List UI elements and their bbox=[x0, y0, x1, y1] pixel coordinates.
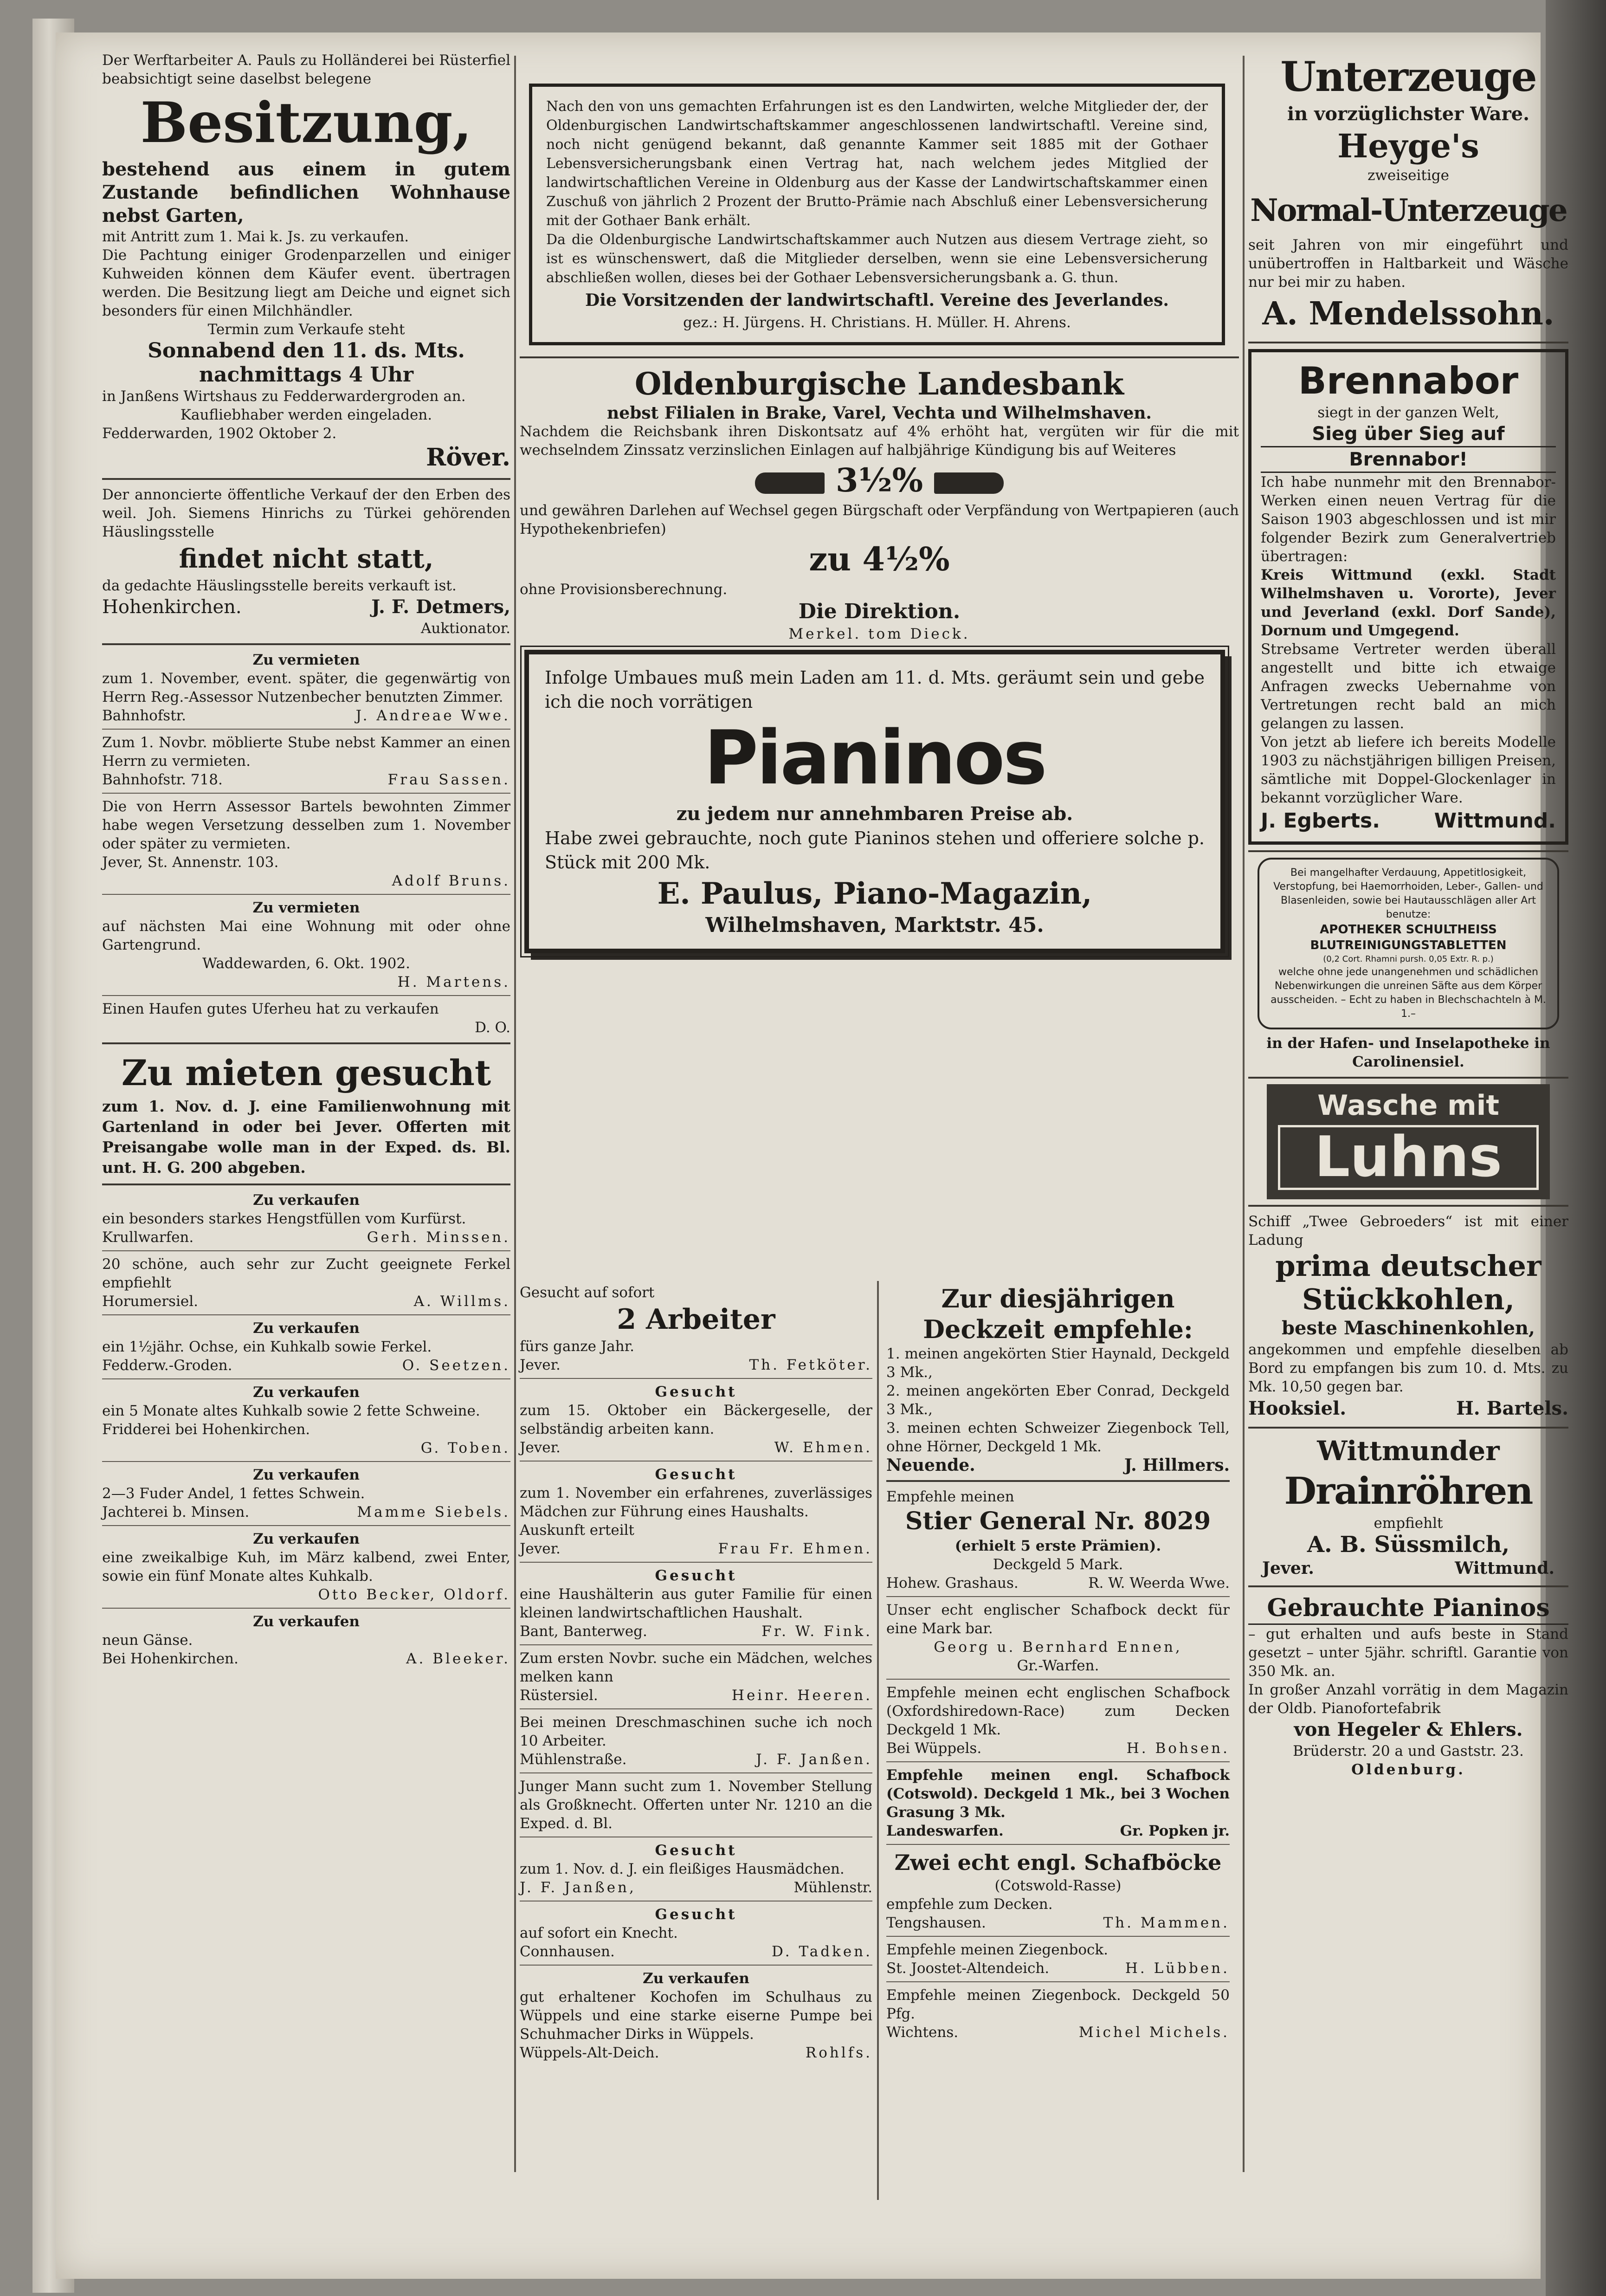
ad-text: eine zweikalbige Kuh, im März kalbend, zwei Enter, sowie ein fünf Monate altes Kuhkalb. bbox=[102, 1549, 510, 1585]
ad-place: Gr.-Warfen. bbox=[1017, 1657, 1099, 1674]
divider bbox=[102, 1608, 510, 1609]
ad-signature: H. Martens. bbox=[397, 974, 510, 990]
ad-text: Die von Herrn Assessor Bartels bewohnten Zimmer habe wegen Versetzung desselben zum 1. November oder später zu vermieten. bbox=[102, 798, 510, 852]
ad-text: Junger Mann sucht zum 1. November Stellung als Großknecht. Offerten unter Nr. 1210 an die Exped. d. Bl. bbox=[520, 1778, 872, 1832]
divider bbox=[102, 793, 510, 794]
ad-brennabor bbox=[1248, 349, 1568, 845]
ad-place: Jever. bbox=[520, 1439, 561, 1456]
ad-text: Bei meinen Dreschmaschinen suche ich noch 10 Arbeiter. bbox=[520, 1714, 872, 1749]
ad-signature: Frau Fr. Ehmen. bbox=[718, 1540, 872, 1557]
ad-text: gut erhaltener Kochofen im Schulhaus zu Wüppels und eine starke eiserne Pumpe bei Schuhmacher Dirks in Wüppels. bbox=[520, 1989, 872, 2043]
ad-title: Zu vermieten bbox=[252, 899, 360, 916]
ad-headline: Besitzung, bbox=[140, 90, 472, 155]
ad-place: Mühlenstr. bbox=[793, 1879, 872, 1896]
ad-place: Hohew. Grashaus. bbox=[886, 1575, 1019, 1591]
ad-brand: Luhns bbox=[1278, 1125, 1539, 1190]
ad-text: Strebsame Vertreter werden überall angestellt und bitte ich etwaige Anfragen zwecks Uebernahme von Vertretungen recht bald an mich gelangen zu lassen. bbox=[1261, 641, 1556, 732]
divider bbox=[520, 1644, 872, 1645]
divider bbox=[1248, 342, 1568, 343]
ad-vermieten-2 bbox=[102, 899, 510, 991]
ad-title: Zu verkaufen bbox=[643, 1970, 749, 1987]
ad-signature: R. W. Weerda Wwe. bbox=[1088, 1575, 1230, 1591]
ad-text: Die Pachtung einiger Grodenparzellen und einiger Kuhweiden können dem Käufer event. übertragen werden. Die Besitzung liegt am Deiche und eignet sich besonders für einen Milchhändler. bbox=[102, 247, 510, 319]
middle-right-column bbox=[886, 1283, 1230, 2042]
divider bbox=[102, 1314, 510, 1315]
ad-headline: Zwei echt engl. Schafböcke bbox=[894, 1850, 1222, 1875]
divider bbox=[520, 356, 1239, 358]
interest-rate: 3½% bbox=[835, 461, 923, 499]
ad-headline: Unterzeuge bbox=[1280, 52, 1536, 101]
ad-signature: Heinr. Heeren. bbox=[731, 1687, 872, 1704]
ad-signature: Rohlfs. bbox=[805, 2044, 872, 2061]
divider bbox=[102, 995, 510, 996]
ad-title: Zu verkaufen bbox=[253, 1320, 360, 1337]
ad-firm: von Hegeler & Ehlers. bbox=[1294, 1719, 1523, 1740]
ad-text: empfiehlt bbox=[1374, 1515, 1443, 1532]
ad-signature: Frau Sassen. bbox=[387, 771, 510, 788]
ad-text: Empfehle meinen bbox=[886, 1488, 1014, 1505]
ad-brand: APOTHEKER SCHULTHEISS bbox=[1320, 923, 1497, 937]
ad-text: Auskunft erteilt bbox=[520, 1522, 635, 1539]
ad-place: Connhausen. bbox=[520, 1943, 615, 1960]
ad-kuh bbox=[102, 1530, 510, 1604]
ad-ochse bbox=[102, 1319, 510, 1375]
ad-place: Bant, Banterweg. bbox=[520, 1623, 647, 1640]
divider bbox=[886, 1844, 1230, 1845]
ad-text: Empfehle meinen engl. Schafbock (Cotswold). Deckgeld 1 Mk., bei 3 Wochen Grasung 3 Mk. bbox=[886, 1767, 1230, 1821]
ad-place: Fedderw.-Groden. bbox=[102, 1357, 232, 1374]
ad-signature: Fr. W. Fink. bbox=[761, 1623, 872, 1640]
ad-text: empfehle zum Decken. bbox=[886, 1896, 1053, 1913]
ad-signature: Th. Fetköter. bbox=[749, 1357, 872, 1373]
ad-text: zum 1. Nov. d. J. eine Familienwohnung mit Gartenland in oder bei Jever. Offerten mit Preisangabe wolle man in der Exped. ds. Bl. unt. H. G. 200 abgeben. bbox=[102, 1097, 510, 1177]
ad-signature: O. Seetzen. bbox=[402, 1357, 510, 1374]
ad-place: Jachterei b. Minsen. bbox=[102, 1504, 250, 1520]
ad-headline: Normal-Unterzeuge bbox=[1250, 192, 1567, 228]
ad-text: 3. meinen echten Schweizer Ziegenbock Tell, ohne Hörner, Deckgeld 1 Mk. bbox=[886, 1420, 1230, 1455]
ad-text: Kaufliebhaber werden eingeladen. bbox=[180, 407, 432, 423]
ad-text: Kreis Wittmund (exkl. Stadt Wilhelmshaven u. Vororte), Jever und Jeverland (exkl. Dorf Sande), Dornum und Umgegend. bbox=[1261, 567, 1556, 639]
ad-headline: Oldenburgische Landesbank bbox=[634, 366, 1124, 402]
ad-headline: Stückkohlen, bbox=[1302, 1282, 1515, 1316]
ad-place: Bahnhofstr. bbox=[102, 707, 186, 724]
ad-place: Jever, St. Annenstr. 103. bbox=[102, 854, 279, 871]
ad-text: Termin zum Verkaufe steht bbox=[207, 321, 405, 338]
ad-signature: W. Ehmen. bbox=[774, 1439, 872, 1456]
ad-luhns bbox=[1267, 1084, 1550, 1199]
ad-headline: Deckzeit empfehle: bbox=[923, 1314, 1193, 1344]
ad-place: Jever. bbox=[520, 1540, 561, 1557]
ad-text: 2. meinen angekörten Eber Conrad, Deckgeld 3 Mk., bbox=[886, 1383, 1230, 1418]
divider bbox=[102, 643, 510, 645]
ad-pianinos bbox=[524, 650, 1225, 953]
ad-text: Nachdem die Reichsbank ihren Diskontsatz auf 4% erhöht hat, vergüten wir für die mit wechselndem Zinssatz verzinslichen Einlagen auf halbjährige Kündigung bis auf Weiteres bbox=[520, 423, 1239, 459]
ad-unterzeuge bbox=[1248, 51, 1568, 336]
ad-place: Wittmund. bbox=[1434, 809, 1556, 833]
ad-time: nachmittags 4 Uhr bbox=[199, 363, 414, 387]
divider bbox=[520, 1708, 872, 1709]
ad-signature: H. Lübben. bbox=[1125, 1960, 1230, 1977]
pointing-hand-icon bbox=[755, 472, 825, 494]
divider bbox=[102, 1184, 510, 1185]
middle-left-column bbox=[520, 1283, 872, 2062]
ad-text: ein 1½jähr. Ochse, ein Kuhkalb sowie Ferkel. bbox=[102, 1339, 432, 1355]
ad-headline: Stier General Nr. 8029 bbox=[905, 1507, 1211, 1535]
divider bbox=[520, 1965, 872, 1966]
ad-text: Von jetzt ab liefere ich bereits Modelle 1903 zu nächstjährigen billigen Preisen, sämtliche mit Doppel-Glockenlager in bekannt vorzüglicher Ware. bbox=[1261, 734, 1556, 806]
ad-dateline: Waddewarden, 6. Okt. 1902. bbox=[202, 955, 410, 972]
ad-headline: Wittmunder bbox=[1317, 1435, 1500, 1467]
ad-place: Jever. bbox=[1262, 1559, 1314, 1578]
divider bbox=[886, 1981, 1230, 1982]
divider bbox=[520, 1772, 872, 1773]
divider bbox=[102, 1525, 510, 1526]
divider bbox=[886, 1679, 1230, 1680]
ad-text: Habe zwei gebrauchte, noch gute Pianinos stehen und offeriere solche p. Stück mit 200 Mk. bbox=[545, 828, 1205, 873]
ad-text: Brennabor! bbox=[1261, 446, 1556, 473]
ad-signature: J. Egberts. bbox=[1261, 809, 1380, 833]
ad-text: Wasche mit bbox=[1317, 1089, 1499, 1122]
ad-signature: Michel Michels. bbox=[1078, 2024, 1230, 2041]
column-right bbox=[1248, 51, 1568, 1779]
ad-text: Bei mangelhafter Verdauung, Appetitlosigkeit, Verstopfung, bei Haemorrhoiden, Leber-, Gallen- und Blasenleiden, sowie bei Hautausschlägen aller Art benutze: bbox=[1273, 867, 1543, 920]
ad-signature: J. Andreae Wwe. bbox=[355, 707, 510, 724]
ad-headline: Zur diesjährigen bbox=[941, 1284, 1175, 1313]
ad-signature: Die Direktion. bbox=[798, 600, 961, 623]
ad-dateline: Fedderwarden, 1902 Oktober 2. bbox=[102, 425, 337, 442]
divider bbox=[102, 1461, 510, 1462]
ad-text: da gedachte Häuslingsstelle bereits verkauft ist. bbox=[102, 577, 457, 594]
ad-text: neun Gänse. bbox=[102, 1632, 193, 1649]
ad-vermieten-1 bbox=[102, 651, 510, 725]
ad-signature: A. B. Süssmilch, bbox=[1307, 1532, 1510, 1558]
ad-text: auf sofort ein Knecht. bbox=[520, 1925, 678, 1941]
ad-place: Bei Wüppels. bbox=[886, 1740, 982, 1757]
divider bbox=[520, 1378, 872, 1379]
ad-text: Sieg über Sieg auf bbox=[1312, 423, 1505, 445]
ad-signature: A. Mendelssohn. bbox=[1262, 295, 1554, 332]
ad-place: Bahnhofstr. 718. bbox=[102, 771, 223, 788]
ad-text: Zum 1. Novbr. möblierte Stube nebst Kammer an einen Herrn zu vermieten. bbox=[102, 734, 510, 770]
ad-place: Bei Hohenkirchen. bbox=[102, 1650, 239, 1667]
ad-firm: E. Paulus, Piano-Magazin, bbox=[657, 876, 1092, 911]
ad-text: 20 schöne, auch sehr zur Zucht geeignete Ferkel empfiehlt bbox=[102, 1256, 510, 1291]
ad-text: beste Maschinenkohlen, bbox=[1282, 1317, 1535, 1339]
ad-city: Oldenburg. bbox=[1351, 1761, 1465, 1778]
ad-text: zu jedem nur annehmbaren Preise ab. bbox=[676, 803, 1073, 825]
ad-text: eine Haushälterin aus guter Familie für einen kleinen landwirtschaftlichen Haushalt. bbox=[520, 1586, 872, 1621]
ad-signature: Adolf Bruns. bbox=[392, 873, 510, 889]
ad-text: in vorzüglichster Ware. bbox=[1287, 103, 1530, 125]
ad-text: nebst Filialen in Brake, Varel, Vechta und Wilhelmshaven. bbox=[607, 403, 1152, 423]
ad-signature: Th. Mammen. bbox=[1103, 1914, 1230, 1931]
ad-text: ein besonders starkes Hengstfüllen vom Kurfürst. bbox=[102, 1210, 466, 1227]
divider bbox=[1248, 1427, 1568, 1429]
ad-kuhkalb bbox=[102, 1383, 510, 1457]
divider bbox=[886, 1480, 1230, 1482]
ad-gaense bbox=[102, 1612, 510, 1668]
ad-title: Zu verkaufen bbox=[253, 1384, 360, 1401]
ad-text: 2—3 Fuder Andel, 1 fettes Schwein. bbox=[102, 1485, 365, 1502]
ad-text: Nach den von uns gemachten Erfahrungen ist es den Landwirten, welche Mitglieder der, der Oldenburgischen Landwirtschaftskammer angeschlossenen landwirtschaftl. Vereine sind, noch nicht genügend bekannt, daß genannte Kammer seit 1885 mit der Gothaer Lebensversicherungsbank einen Vertrag hat, nach welchem jedes Mitglied der landwirtschaftlichen Vereine in Oldenburg aus der Kasse der Landwirtschaftskammer einen Zuschuß von jährlich 2 Prozent der Brutto-Prämie nach Abschluß einer Lebensversicherung mit der Gothaer Bank erhält. bbox=[546, 98, 1208, 229]
ad-text: bestehend aus einem in gutem Zustande befindlichen Wohnhause nebst Garten, bbox=[102, 158, 510, 226]
ad-signature: J. F. Janßen, bbox=[520, 1879, 636, 1896]
ad-place: Hohenkirchen. bbox=[102, 596, 242, 618]
ad-text: Einen Haufen gutes Uferheu hat zu verkaufen bbox=[102, 1001, 439, 1017]
ad-stube bbox=[102, 733, 510, 789]
ad-zimmer bbox=[102, 797, 510, 890]
ad-signature: Gr. Popken jr. bbox=[1120, 1823, 1230, 1839]
loan-rate: zu 4½% bbox=[809, 540, 950, 578]
ad-text: siegt in der ganzen Welt, bbox=[1317, 404, 1499, 421]
divider bbox=[520, 1562, 872, 1563]
ad-signature: Mamme Siebels. bbox=[357, 1504, 510, 1520]
ad-text: Deckgeld 5 Mark. bbox=[993, 1556, 1123, 1573]
ad-drainroehren bbox=[1248, 1434, 1568, 1580]
ad-ferkel bbox=[102, 1255, 510, 1311]
ad-title: Zu verkaufen bbox=[253, 1531, 360, 1547]
ad-title: Gesucht bbox=[655, 1567, 737, 1584]
divider bbox=[102, 894, 510, 895]
ad-gebrauchte-pianinos bbox=[1248, 1593, 1568, 1779]
ad-signature: G. Toben. bbox=[420, 1440, 510, 1456]
ad-hengst bbox=[102, 1191, 510, 1247]
column-rule-2 bbox=[1243, 56, 1245, 2172]
ad-text: ohne Provisionsberechnung. bbox=[520, 581, 728, 598]
ad-headline: Brennabor bbox=[1298, 359, 1519, 402]
ad-title: Zu verkaufen bbox=[253, 1613, 360, 1630]
ad-kohlen bbox=[1248, 1212, 1568, 1421]
column-rule-inner bbox=[877, 1281, 879, 2200]
ad-signature: A. Willms. bbox=[413, 1293, 510, 1310]
ad-text: zum 15. Oktober ein Bäckergeselle, der selbständig arbeiten kann. bbox=[520, 1402, 872, 1437]
ad-title: Gesucht bbox=[655, 1384, 737, 1400]
ad-place: Hooksiel. bbox=[1248, 1397, 1347, 1419]
ad-title: Zu verkaufen bbox=[253, 1467, 360, 1483]
divider bbox=[886, 1936, 1230, 1937]
ad-andel bbox=[102, 1466, 510, 1521]
ad-mieten-gesucht bbox=[102, 1050, 510, 1178]
divider bbox=[102, 1250, 510, 1251]
ad-text: in der Hafen- und Inselapotheke in Carolinensiel. bbox=[1266, 1035, 1550, 1070]
ad-text: auf nächsten Mai eine Wohnung mit oder ohne Gartengrund. bbox=[102, 918, 510, 953]
ad-text: Der Werftarbeiter A. Pauls zu Holländerei bei Rüsterfiel beabsichtigt seine daselbst belegene bbox=[102, 52, 510, 87]
ad-place: Neuende. bbox=[886, 1455, 975, 1475]
divider bbox=[102, 1378, 510, 1379]
ad-text: Da die Oldenburgische Landwirtschaftskammer auch Nutzen aus diesem Vertrage zieht, so ist es wünschenswert, daß die Mitglieder derselben, wenn sie eine Lebensversicherung abschließen wollen, dieses bei der Gothaer Lebensversicherungsbank a. G. thun. bbox=[546, 232, 1208, 286]
divider bbox=[520, 1461, 872, 1462]
ad-landesbank bbox=[520, 364, 1239, 643]
ad-headline: Zu mieten gesucht bbox=[121, 1052, 491, 1093]
ad-text: (Cotswold-Rasse) bbox=[994, 1877, 1122, 1894]
ad-verkauf bbox=[102, 485, 510, 638]
ad-besitzung bbox=[102, 51, 510, 472]
ad-role: Auktionator. bbox=[420, 620, 510, 637]
ad-place: Wichtens. bbox=[886, 2024, 959, 2041]
divider bbox=[1248, 1077, 1568, 1079]
ad-text: 1. meinen angekörten Stier Haynald, Deckgeld 3 Mk., bbox=[886, 1345, 1230, 1381]
ad-place: Mühlenstraße. bbox=[520, 1751, 627, 1768]
ad-text: welche ohne jede unangenehmen und schädlichen Nebenwirkungen die unreinen Säfte aus dem Körper ausscheiden. – Echt zu haben in Blechschachteln à M. 1.– bbox=[1271, 966, 1546, 1020]
ad-text: – gut erhalten und aufs beste in Stand gesetzt – unter 5jähr. schriftl. Garantie von 350 Mk. an. bbox=[1248, 1626, 1568, 1680]
ad-place: Wüppels-Alt-Deich. bbox=[520, 2044, 659, 2061]
ad-signature: Röver. bbox=[426, 443, 510, 472]
ad-names: gez.: H. Jürgens. H. Christians. H. Müller. H. Ahrens. bbox=[683, 314, 1071, 331]
divider bbox=[886, 1596, 1230, 1597]
ad-headline: Drainröhren bbox=[1284, 1469, 1533, 1513]
ad-headline: prima deutscher bbox=[1275, 1249, 1542, 1283]
ad-signature: J. F. Janßen. bbox=[756, 1751, 872, 1768]
ad-signature: J. Hillmers. bbox=[1124, 1455, 1230, 1475]
ad-headline: 2 Arbeiter bbox=[617, 1303, 775, 1336]
ad-blutreinigung bbox=[1258, 858, 1559, 1029]
divider bbox=[102, 729, 510, 730]
ad-landwirtschaftskammer bbox=[529, 84, 1225, 345]
ad-address: Wilhelmshaven, Marktstr. 45. bbox=[705, 913, 1044, 937]
pointing-hand-icon bbox=[934, 472, 1004, 494]
ad-text: in Janßens Wirtshaus zu Fedderwardergroden an. bbox=[102, 388, 466, 405]
ad-title: Zu vermieten bbox=[252, 652, 360, 668]
divider bbox=[1248, 1585, 1568, 1587]
ad-text: ein 5 Monate altes Kuhkalb sowie 2 fette Schweine. bbox=[102, 1403, 480, 1419]
ad-place: Wittmund. bbox=[1455, 1559, 1554, 1578]
ad-address: Brüderstr. 20 a und Gaststr. 23. bbox=[1293, 1743, 1524, 1759]
ad-headline: findet nicht statt, bbox=[179, 543, 434, 574]
column-middle bbox=[520, 51, 1239, 2061]
ad-text: (0,2 Cort. Rhamni pursh. 0,05 Extr. R. p.) bbox=[1323, 954, 1494, 964]
ad-text: Gesucht auf sofort bbox=[520, 1284, 655, 1301]
ad-signature: D. O. bbox=[475, 1019, 510, 1036]
ad-text: Der annoncierte öffentliche Verkauf der den Erben des weil. Joh. Siemens Hinrichs zu Türkei gehörenden Häuslingsstelle bbox=[102, 486, 510, 540]
ad-signature: J. F. Detmers, bbox=[371, 596, 510, 618]
ad-text: Schiff „Twee Gebroeders“ ist mit einer Ladung bbox=[1248, 1213, 1568, 1248]
ad-place: Fridderei bei Hohenkirchen. bbox=[102, 1421, 310, 1438]
ad-title: Zu verkaufen bbox=[253, 1192, 360, 1209]
ad-text: Zum ersten Novbr. suche ein Mädchen, welches melken kann bbox=[520, 1650, 872, 1685]
divider bbox=[102, 1042, 510, 1044]
ad-signature: Georg u. Bernhard Ennen, bbox=[934, 1639, 1182, 1656]
ad-text: seit Jahren von mir eingeführt und unübertroffen in Haltbarkeit und Wäsche nur bei mir zu haben. bbox=[1248, 237, 1568, 291]
ad-signature: Gerh. Minssen. bbox=[367, 1229, 510, 1246]
ad-headline: Pianinos bbox=[704, 714, 1045, 801]
ad-signature: Otto Becker, Oldorf. bbox=[318, 1586, 510, 1603]
ad-text: Ich habe nunmehr mit den Brennabor-Werken einen neuen Vertrag für die Saison 1903 abgeschlossen und ist mir folgender Bezirk zum Generalvertrieb übertragen: bbox=[1261, 474, 1556, 565]
ad-text: (erhielt 5 erste Prämien). bbox=[955, 1538, 1161, 1554]
ad-title: Gesucht bbox=[655, 1842, 737, 1859]
ad-signature: Die Vorsitzenden der landwirtschaftl. Vereine des Jeverlandes. bbox=[585, 291, 1169, 310]
ad-names: Merkel. tom Dieck. bbox=[788, 626, 970, 642]
ad-signature: H. Bartels. bbox=[1456, 1397, 1568, 1419]
ad-date: Sonnabend den 11. ds. Mts. bbox=[148, 339, 465, 362]
ad-place: Jever. bbox=[520, 1357, 561, 1373]
divider bbox=[102, 478, 510, 480]
column-rule-1 bbox=[514, 56, 516, 2172]
divider bbox=[1248, 850, 1568, 852]
column-left bbox=[102, 51, 510, 1668]
ad-text: Empfehle meinen echt englischen Schafbock (Oxfordshiredown-Race) zum Decken Deckgeld 1 Mk. bbox=[886, 1684, 1230, 1738]
ad-text: mit Antritt zum 1. Mai k. Js. zu verkaufen. bbox=[102, 228, 409, 245]
ad-text: zum 1. November, event. später, die gegenwärtig von Herrn Reg.-Assessor Nutzenbecher benutzten Zimmer. bbox=[102, 670, 510, 705]
ad-text: Empfehle meinen Ziegenbock. bbox=[886, 1941, 1109, 1958]
ad-signature: A. Bleeker. bbox=[406, 1650, 510, 1667]
ad-place: Krullwarfen. bbox=[102, 1229, 194, 1246]
ad-text: Unser echt englischer Schafbock deckt für eine Mark bar. bbox=[886, 1602, 1230, 1637]
ad-uferheu bbox=[102, 1000, 510, 1037]
ad-title: Gesucht bbox=[655, 1906, 737, 1923]
ad-text: zum 1. November ein erfahrenes, zuverlässiges Mädchen zur Führung eines Haushalts. bbox=[520, 1485, 872, 1520]
ad-text: zum 1. Nov. d. J. ein fleißiges Hausmädchen. bbox=[520, 1861, 845, 1877]
ad-title: Gesucht bbox=[655, 1466, 737, 1483]
ad-text: fürs ganze Jahr. bbox=[520, 1338, 634, 1355]
ad-text: und gewähren Darlehen auf Wechsel gegen Bürgschaft oder Verpfändung von Wertpapieren (auch Hypothekenbriefen) bbox=[520, 502, 1239, 537]
divider bbox=[1248, 1205, 1568, 1207]
ad-place: Rüstersiel. bbox=[520, 1687, 598, 1704]
ad-text: angekommen und empfehle dieselben ab Bord zu empfangen bis zum 10. d. Mts. zu Mk. 10,50 gegen bar. bbox=[1248, 1341, 1568, 1395]
ad-brand: Heyge's bbox=[1337, 127, 1479, 165]
ad-place: Landeswarfen. bbox=[886, 1823, 1004, 1839]
ad-brand: BLUTREINIGUNGSTABLETTEN bbox=[1310, 938, 1507, 952]
ad-text: zweiseitige bbox=[1367, 167, 1449, 184]
ad-text: Infolge Umbaues muß mein Laden am 11. d. Mts. geräumt sein und gebe ich die noch vorrätigen bbox=[545, 667, 1205, 712]
ad-headline: Gebrauchte Pianinos bbox=[1248, 1593, 1568, 1625]
ad-place: St. Joostet-Altendeich. bbox=[886, 1960, 1050, 1977]
ad-signature: D. Tadken. bbox=[771, 1943, 872, 1960]
ad-place: Horumersiel. bbox=[102, 1293, 198, 1310]
divider bbox=[886, 1761, 1230, 1762]
ad-text: Empfehle meinen Ziegenbock. Deckgeld 50 Pfg. bbox=[886, 1987, 1230, 2022]
ad-text: In großer Anzahl vorrätig in dem Magazin der Oldb. Pianofortefabrik bbox=[1248, 1682, 1568, 1717]
ad-place: Tengshausen. bbox=[886, 1914, 986, 1931]
ad-signature: H. Bohsen. bbox=[1126, 1740, 1230, 1757]
